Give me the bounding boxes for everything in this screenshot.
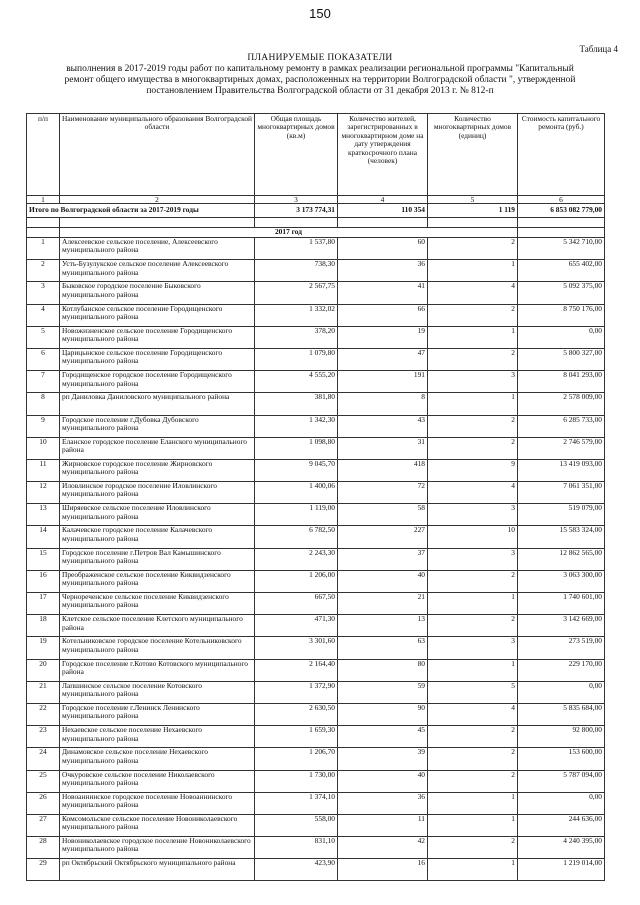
column-number: 3 — [255, 196, 338, 204]
header-cost: Стоимость капитального ремонта (руб.) — [518, 114, 605, 196]
header-area: Общая площадь многоквартирных домов (кв.м) — [255, 114, 338, 196]
row-index: 10 — [27, 437, 60, 459]
row-area: 471,30 — [255, 615, 338, 637]
row-municipality: Клетское сельское поселение Клетского муниципального района — [60, 615, 255, 637]
row-houses: 1 — [428, 659, 518, 681]
row-municipality: Новониколаевское городское поселение Новониколаевского муниципального района — [60, 837, 255, 859]
row-houses: 2 — [428, 304, 518, 326]
row-houses: 1 — [428, 326, 518, 348]
row-municipality: Городищенское городское поселение Городищенского муниципального района — [60, 371, 255, 393]
table-row — [27, 415, 605, 437]
row-area: 738,30 — [255, 260, 338, 282]
row-cost: 1 219 014,00 — [518, 859, 605, 881]
table-row — [27, 792, 605, 814]
row-area: 1 537,80 — [255, 238, 338, 260]
row-cost: 0,00 — [518, 681, 605, 703]
header-municipality: Наименование муниципального образования Волгоградской области — [60, 114, 255, 196]
row-municipality: Котельниковское городское поселение Котельниковского муниципального района — [60, 637, 255, 659]
row-residents: 31 — [338, 437, 428, 459]
row-cost: 5 342 710,00 — [518, 238, 605, 260]
table-row — [27, 282, 605, 304]
row-houses: 2 — [428, 570, 518, 592]
year-row — [27, 228, 605, 238]
row-index: 27 — [27, 814, 60, 836]
total-label: Итого по Волгоградской области за 2017-2019 годы — [27, 204, 255, 218]
row-residents: 11 — [338, 814, 428, 836]
row-residents: 59 — [338, 681, 428, 703]
row-index: 18 — [27, 615, 60, 637]
table-row — [27, 570, 605, 592]
row-residents: 39 — [338, 748, 428, 770]
row-municipality: Городское поселение г.Котово Котовского муниципального района — [60, 659, 255, 681]
row-municipality: Быковское городское поселение Быковского муниципального района — [60, 282, 255, 304]
row-area: 1 659,30 — [255, 726, 338, 748]
subtitle-line: постановлением Правительства Волгоградской области от 31 декабря 2013 г. № 812-п — [146, 86, 494, 96]
row-residents: 19 — [338, 326, 428, 348]
row-area: 2 630,50 — [255, 703, 338, 725]
row-cost: 3 142 669,00 — [518, 615, 605, 637]
row-cost: 5 787 094,00 — [518, 770, 605, 792]
row-area: 558,00 — [255, 814, 338, 836]
row-index: 29 — [27, 859, 60, 881]
row-index: 5 — [27, 326, 60, 348]
row-index: 25 — [27, 770, 60, 792]
row-municipality: Алексеевское сельское поселение, Алексеевского муниципального района — [60, 238, 255, 260]
row-cost: 3 063 300,00 — [518, 570, 605, 592]
row-index: 16 — [27, 570, 60, 592]
row-index: 20 — [27, 659, 60, 681]
row-municipality: Городское поселение г.Ленинск Ленинского муниципального района — [60, 703, 255, 725]
table-header-row — [27, 114, 605, 196]
row-municipality: Лапшинское сельское поселение Котовского муниципального района — [60, 681, 255, 703]
row-cost: 244 636,00 — [518, 814, 605, 836]
table-row — [27, 637, 605, 659]
row-index: 17 — [27, 593, 60, 615]
row-cost: 5 800 327,00 — [518, 348, 605, 370]
row-residents: 16 — [338, 859, 428, 881]
year-label: 2017 год — [60, 228, 518, 238]
row-municipality: Усть-Бузулукское сельское поселение Алексеевского муниципального района — [60, 260, 255, 282]
total-cost: 6 853 082 779,00 — [518, 204, 605, 218]
row-index: 13 — [27, 504, 60, 526]
row-residents: 13 — [338, 615, 428, 637]
row-area: 1 079,80 — [255, 348, 338, 370]
row-houses: 2 — [428, 348, 518, 370]
row-residents: 40 — [338, 770, 428, 792]
row-municipality: Преображенское сельское поселение Киквидзенского муниципального района — [60, 570, 255, 592]
row-residents: 66 — [338, 304, 428, 326]
row-cost: 15 583 324,00 — [518, 526, 605, 548]
row-index: 26 — [27, 792, 60, 814]
total-row — [27, 204, 605, 218]
row-municipality: Очкуровское сельское поселение Николаевского муниципального района — [60, 770, 255, 792]
row-index: 24 — [27, 748, 60, 770]
row-municipality: Динамовское сельское поселение Нехаевского муниципального района — [60, 748, 255, 770]
row-cost: 8 750 176,00 — [518, 304, 605, 326]
row-municipality: Городское поселение г.Дубовка Дубовского муниципального района — [60, 415, 255, 437]
table-row — [27, 837, 605, 859]
table-row — [27, 326, 605, 348]
table-row — [27, 437, 605, 459]
row-cost: 7 061 351,00 — [518, 482, 605, 504]
row-cost: 273 519,00 — [518, 637, 605, 659]
row-cost: 153 600,00 — [518, 748, 605, 770]
row-municipality: Комсомольское сельское поселение Новониколаевского муниципального района — [60, 814, 255, 836]
row-residents: 42 — [338, 837, 428, 859]
row-index: 1 — [27, 238, 60, 260]
table-row — [27, 304, 605, 326]
row-cost: 92 800,00 — [518, 726, 605, 748]
row-cost: 2 746 579,00 — [518, 437, 605, 459]
row-houses: 1 — [428, 593, 518, 615]
table-row — [27, 659, 605, 681]
row-residents: 58 — [338, 504, 428, 526]
column-number: 5 — [428, 196, 518, 204]
row-cost: 1 740 601,00 — [518, 593, 605, 615]
header-index: п/п — [27, 114, 60, 196]
row-houses: 2 — [428, 615, 518, 637]
row-houses: 1 — [428, 260, 518, 282]
row-houses: 2 — [428, 726, 518, 748]
row-index: 14 — [27, 526, 60, 548]
row-houses: 9 — [428, 459, 518, 481]
row-index: 8 — [27, 393, 60, 415]
row-residents: 191 — [338, 371, 428, 393]
row-residents: 37 — [338, 548, 428, 570]
total-houses: 1 119 — [428, 204, 518, 218]
row-area: 1 372,90 — [255, 681, 338, 703]
row-area: 667,50 — [255, 593, 338, 615]
spacer-row — [27, 218, 605, 228]
row-index: 21 — [27, 681, 60, 703]
table-row — [27, 348, 605, 370]
row-residents: 8 — [338, 393, 428, 415]
total-area: 3 173 774,31 — [255, 204, 338, 218]
row-municipality: Новожизненское сельское поселение Городищенского муниципального района — [60, 326, 255, 348]
row-area: 1 206,70 — [255, 748, 338, 770]
row-area: 2 567,75 — [255, 282, 338, 304]
column-number-row — [27, 196, 605, 204]
table-row — [27, 859, 605, 881]
row-residents: 72 — [338, 482, 428, 504]
table-row — [27, 703, 605, 725]
document-heading — [20, 53, 620, 97]
table-row — [27, 748, 605, 770]
table-row — [27, 482, 605, 504]
row-index: 19 — [27, 637, 60, 659]
row-index: 28 — [27, 837, 60, 859]
table-row — [27, 548, 605, 570]
row-cost: 655 402,00 — [518, 260, 605, 282]
row-area: 1 206,00 — [255, 570, 338, 592]
row-cost: 13 419 093,00 — [518, 459, 605, 481]
row-municipality: Ширяевское сельское поселение Иловлинского муниципального района — [60, 504, 255, 526]
row-houses: 3 — [428, 637, 518, 659]
row-index: 23 — [27, 726, 60, 748]
row-area: 381,80 — [255, 393, 338, 415]
indicators-table — [26, 113, 605, 881]
row-area: 1 400,06 — [255, 482, 338, 504]
row-houses: 2 — [428, 437, 518, 459]
row-area: 4 555,20 — [255, 371, 338, 393]
column-number: 1 — [27, 196, 60, 204]
row-residents: 60 — [338, 238, 428, 260]
row-index: 6 — [27, 348, 60, 370]
row-houses: 4 — [428, 282, 518, 304]
row-area: 1 119,00 — [255, 504, 338, 526]
row-municipality: Котлубанское сельское поселение Городищенского муниципального района — [60, 304, 255, 326]
row-residents: 63 — [338, 637, 428, 659]
row-municipality: Еланское городское поселение Еланского муниципального района — [60, 437, 255, 459]
subtitle-line: выполнения в 2017-2019 годы работ по капитальному ремонту в рамках реализации региональной программы "Капитальный — [66, 64, 574, 74]
header-residents: Количество жителей, зарегистрированных в многоквартирном доме на дату утверждения краткосрочного плана (человек) — [338, 114, 428, 196]
table-row — [27, 681, 605, 703]
row-area: 9 045,70 — [255, 459, 338, 481]
row-municipality: Калачевское городское поселение Калачевского муниципального района — [60, 526, 255, 548]
row-area: 831,10 — [255, 837, 338, 859]
row-index: 12 — [27, 482, 60, 504]
header-houses: Количество многоквартирных домов (единиц) — [428, 114, 518, 196]
row-cost: 519 079,00 — [518, 504, 605, 526]
row-municipality: Городское поселение г.Петров Вал Камышинского муниципального района — [60, 548, 255, 570]
row-municipality: Новоаннинское городское поселение Новоаннинского муниципального района — [60, 792, 255, 814]
table-row — [27, 371, 605, 393]
table-row — [27, 615, 605, 637]
page-number: 150 — [309, 6, 331, 21]
row-municipality: Иловлинское городское поселение Иловлинского муниципального района — [60, 482, 255, 504]
row-residents: 41 — [338, 282, 428, 304]
row-houses: 3 — [428, 371, 518, 393]
row-index: 11 — [27, 459, 60, 481]
table-row — [27, 770, 605, 792]
row-area: 3 301,60 — [255, 637, 338, 659]
row-cost: 5 835 684,00 — [518, 703, 605, 725]
row-index: 3 — [27, 282, 60, 304]
row-residents: 43 — [338, 415, 428, 437]
row-area: 1 098,80 — [255, 437, 338, 459]
row-municipality: Нехаевское сельское поселение Нехаевского муниципального района — [60, 726, 255, 748]
row-index: 2 — [27, 260, 60, 282]
table-row — [27, 393, 605, 415]
row-municipality: Чернореченское сельское поселение Киквидзенского муниципального района — [60, 593, 255, 615]
table-row — [27, 260, 605, 282]
row-houses: 1 — [428, 814, 518, 836]
row-municipality: Жирновское городское поселение Жирновского муниципального района — [60, 459, 255, 481]
row-area: 6 782,50 — [255, 526, 338, 548]
row-index: 9 — [27, 415, 60, 437]
row-residents: 36 — [338, 260, 428, 282]
table-row — [27, 526, 605, 548]
table-row — [27, 593, 605, 615]
row-houses: 4 — [428, 703, 518, 725]
document-title: ПЛАНИРУЕМЫЕ ПОКАЗАТЕЛИ — [247, 53, 393, 63]
row-cost: 12 862 565,00 — [518, 548, 605, 570]
column-number: 4 — [338, 196, 428, 204]
row-area: 1 730,00 — [255, 770, 338, 792]
row-houses: 10 — [428, 526, 518, 548]
row-houses: 2 — [428, 837, 518, 859]
row-residents: 80 — [338, 659, 428, 681]
subtitle-line: ремонт общего имущества в многоквартирных домах, расположенных на территории Волгоградской области ", утвержденной — [64, 75, 576, 85]
row-area: 2 243,30 — [255, 548, 338, 570]
row-index: 4 — [27, 304, 60, 326]
row-area: 1 342,30 — [255, 415, 338, 437]
row-residents: 47 — [338, 348, 428, 370]
row-cost: 229 170,00 — [518, 659, 605, 681]
table-label: Таблица 4 — [579, 44, 618, 54]
table-row — [27, 459, 605, 481]
row-houses: 1 — [428, 792, 518, 814]
column-number: 6 — [518, 196, 605, 204]
row-area: 1 332,02 — [255, 304, 338, 326]
column-number: 2 — [60, 196, 255, 204]
row-cost: 5 092 375,00 — [518, 282, 605, 304]
total-residents: 110 354 — [338, 204, 428, 218]
row-houses: 3 — [428, 504, 518, 526]
row-houses: 1 — [428, 393, 518, 415]
row-residents: 36 — [338, 792, 428, 814]
row-cost: 0,00 — [518, 792, 605, 814]
row-index: 15 — [27, 548, 60, 570]
row-houses: 1 — [428, 859, 518, 881]
row-cost: 8 041 293,00 — [518, 371, 605, 393]
row-houses: 5 — [428, 681, 518, 703]
row-residents: 45 — [338, 726, 428, 748]
row-index: 7 — [27, 371, 60, 393]
row-index: 22 — [27, 703, 60, 725]
row-area: 378,20 — [255, 326, 338, 348]
row-residents: 90 — [338, 703, 428, 725]
row-cost: 6 285 733,00 — [518, 415, 605, 437]
row-cost: 0,00 — [518, 326, 605, 348]
row-residents: 40 — [338, 570, 428, 592]
table-row — [27, 504, 605, 526]
row-municipality: рп Даниловка Даниловского муниципального района — [60, 393, 255, 415]
row-residents: 418 — [338, 459, 428, 481]
table-row — [27, 238, 605, 260]
row-residents: 21 — [338, 593, 428, 615]
row-houses: 4 — [428, 482, 518, 504]
row-houses: 2 — [428, 238, 518, 260]
row-cost: 4 240 395,00 — [518, 837, 605, 859]
row-houses: 2 — [428, 748, 518, 770]
table-row — [27, 726, 605, 748]
row-area: 1 374,10 — [255, 792, 338, 814]
table-row — [27, 814, 605, 836]
row-municipality: рп Октябрьский Октябрьского муниципального района — [60, 859, 255, 881]
row-houses: 2 — [428, 415, 518, 437]
row-area: 2 164,40 — [255, 659, 338, 681]
row-residents: 227 — [338, 526, 428, 548]
row-houses: 2 — [428, 770, 518, 792]
row-area: 423,90 — [255, 859, 338, 881]
row-cost: 2 578 009,00 — [518, 393, 605, 415]
row-houses: 3 — [428, 548, 518, 570]
row-municipality: Царицынское сельское поселение Городищенского муниципального района — [60, 348, 255, 370]
